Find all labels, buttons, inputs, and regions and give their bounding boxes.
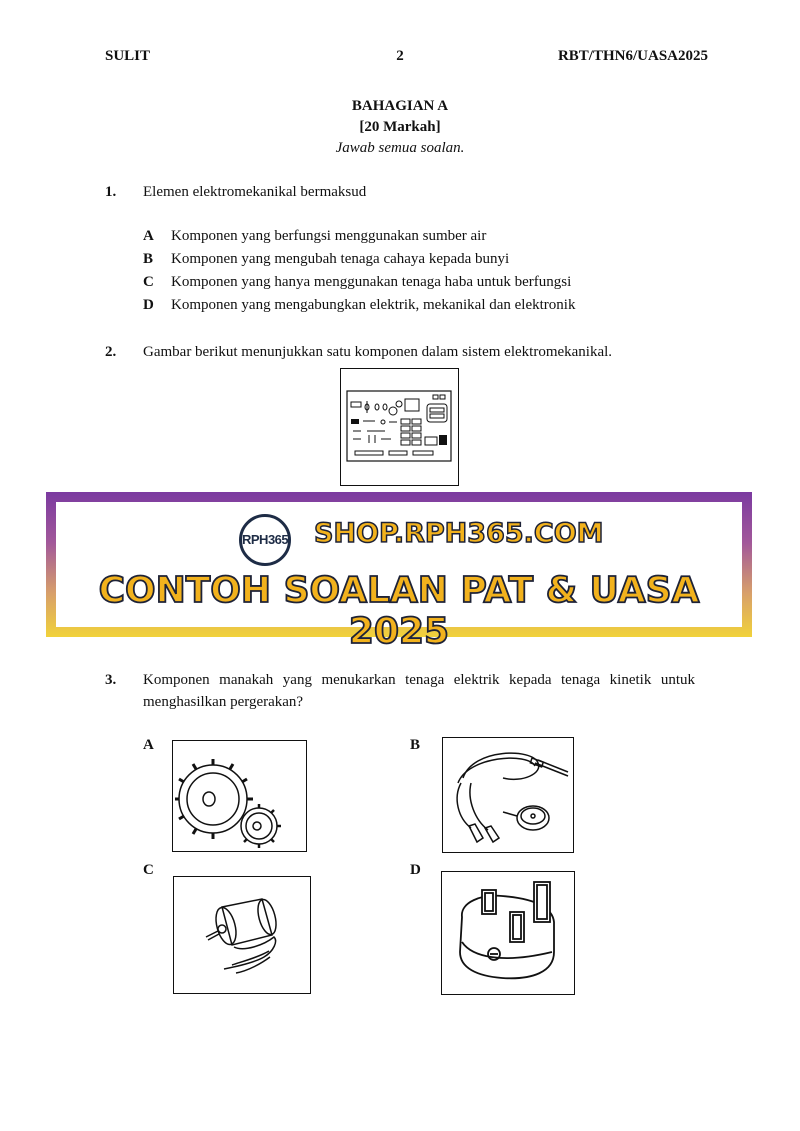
circuit-board-icon <box>341 369 457 484</box>
option-text: Komponen yang mengubah tenaga cahaya kepada bunyi <box>171 251 510 267</box>
question-number: 1. <box>105 184 117 200</box>
question-number: 3. <box>105 672 117 688</box>
page-number: 2 <box>396 48 404 64</box>
section-title: BAHAGIAN A <box>351 98 449 114</box>
question-3 <box>105 669 705 717</box>
option-letter: B <box>143 251 154 267</box>
rph365-logo <box>239 514 291 566</box>
option-b-letter: B <box>410 737 421 753</box>
circuit-board-figure <box>340 368 459 486</box>
motor-icon <box>174 877 309 992</box>
option-d[interactable] <box>143 294 575 317</box>
shop-url[interactable]: SHOP.RPH365.COM <box>314 518 604 549</box>
option-c[interactable] <box>143 271 575 294</box>
logo-text: RPH365 <box>242 532 289 547</box>
question-text: Gambar berikut menunjukkan satu komponen dalam sistem elektromekanikal. <box>143 344 613 360</box>
promo-banner <box>46 492 752 652</box>
option-b[interactable] <box>143 248 575 271</box>
section-marks: [20 Markah] <box>359 119 441 135</box>
option-letter: D <box>143 297 154 313</box>
banner-inner <box>56 502 742 652</box>
plug-icon <box>442 872 573 993</box>
section-instruction: Jawab semua soalan. <box>335 140 465 156</box>
option-a-figure[interactable] <box>172 740 307 852</box>
option-b-figure[interactable] <box>442 737 574 853</box>
option-d-figure[interactable] <box>441 871 575 995</box>
option-letter: C <box>143 274 154 290</box>
option-text: Komponen yang mengabungkan elektrik, mekanikal dan elektronik <box>171 297 576 313</box>
option-letter: A <box>143 228 154 244</box>
option-a[interactable] <box>143 225 575 248</box>
section-heading <box>0 96 800 159</box>
header-confidential: SULIT <box>105 48 151 64</box>
option-text: Komponen yang berfungsi menggunakan sumber air <box>171 228 487 244</box>
question-number: 2. <box>105 344 117 360</box>
page-header <box>0 48 800 68</box>
paper-code: RBT/THN6/UASA2025 <box>557 48 708 64</box>
question-text: Elemen elektromekanikal bermaksud <box>143 184 367 200</box>
banner-title: CONTOH SOALAN PAT & UASA 2025 <box>98 570 700 652</box>
option-c-letter: C <box>143 862 154 878</box>
option-text: Komponen yang hanya menggunakan tenaga haba untuk berfungsi <box>171 274 572 290</box>
buzzer-with-clips-icon <box>443 738 573 851</box>
option-d-letter: D <box>410 862 421 878</box>
question-text: Komponen manakah yang menukarkan tenaga elektrik kepada tenaga kinetik untuk menghasilkan pergerakan? <box>143 672 695 710</box>
option-a-letter: A <box>143 737 154 753</box>
option-c-figure[interactable] <box>173 876 311 994</box>
question-1-options <box>143 225 575 317</box>
gears-icon <box>173 741 305 850</box>
